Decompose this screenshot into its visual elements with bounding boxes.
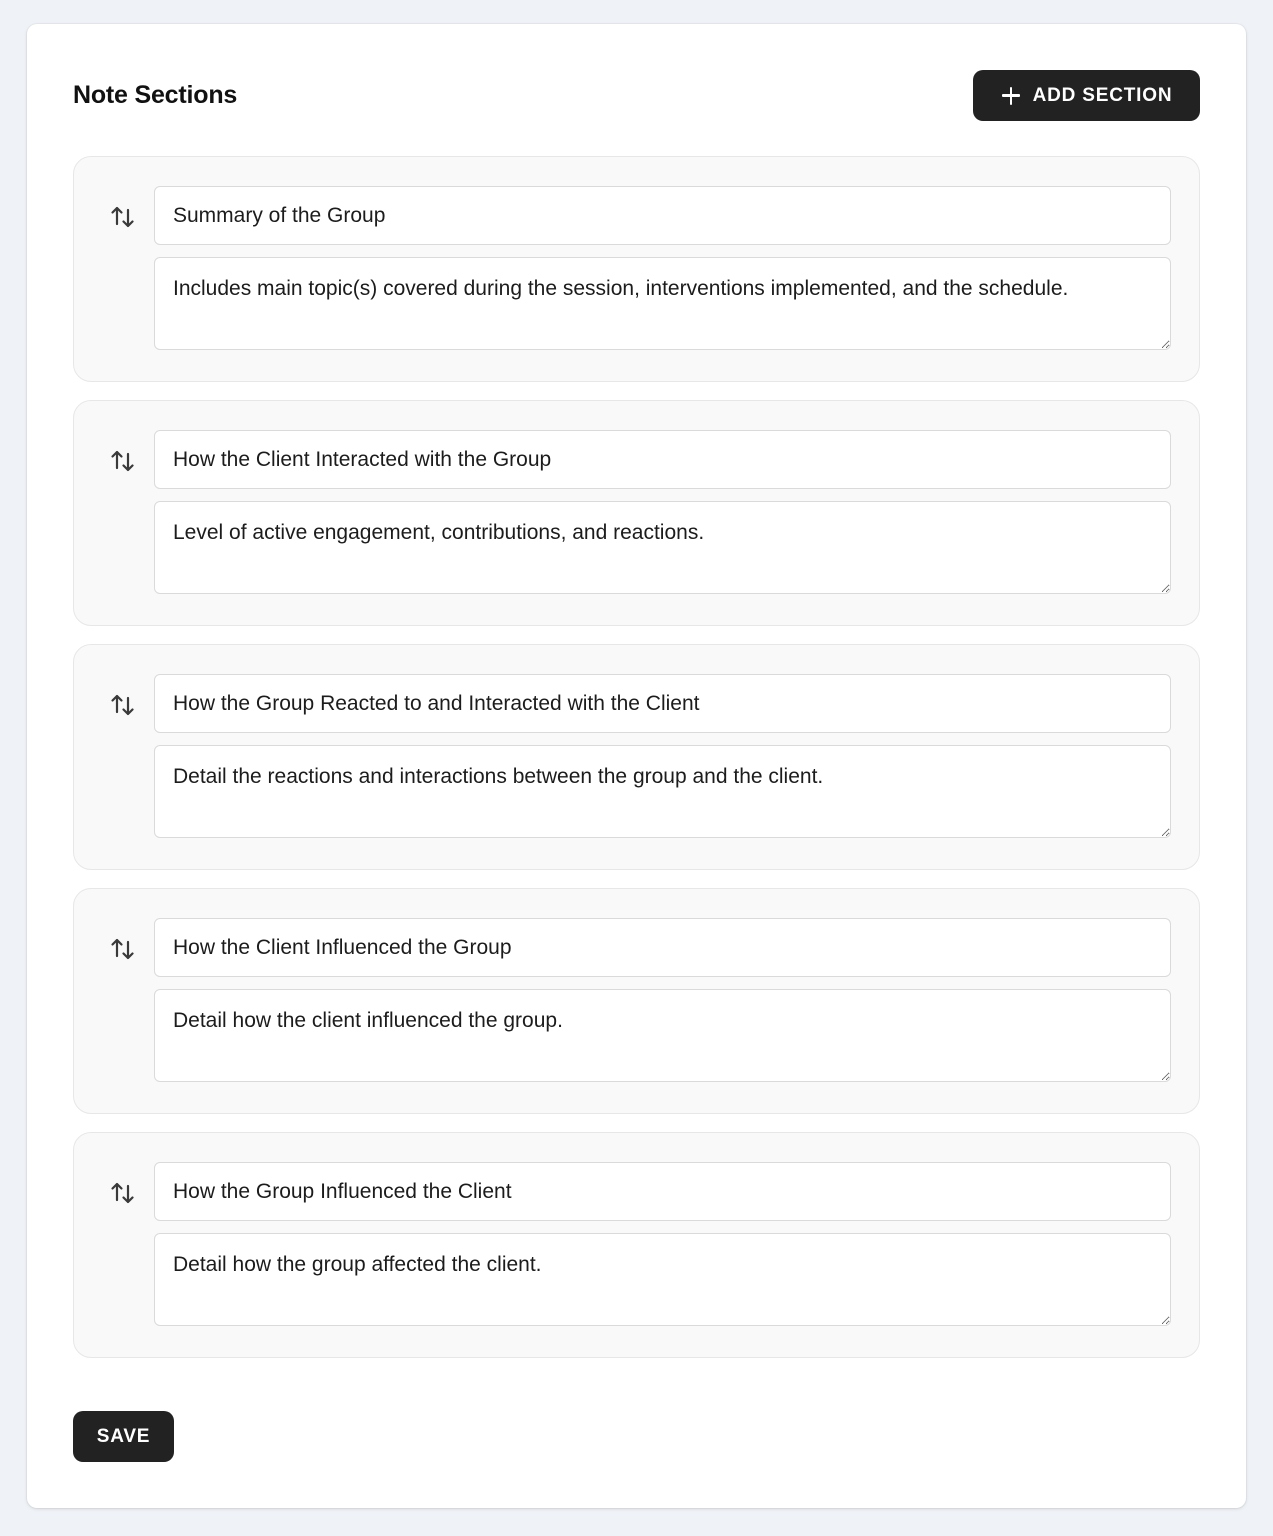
save-button[interactable]: SAVE (73, 1411, 174, 1462)
section-item (73, 400, 1200, 626)
section-title-input[interactable] (154, 430, 1171, 489)
sort-arrows-icon[interactable] (108, 1179, 138, 1207)
note-sections-card (27, 24, 1246, 1508)
add-section-button[interactable] (973, 70, 1200, 121)
section-item (73, 644, 1200, 870)
sort-arrows-icon[interactable] (108, 935, 138, 963)
section-item (73, 1132, 1200, 1358)
section-description-textarea[interactable] (154, 257, 1171, 350)
section-title-input[interactable] (154, 1162, 1171, 1221)
sort-arrows-icon[interactable] (108, 691, 138, 719)
section-item (73, 888, 1200, 1114)
plus-icon (1001, 86, 1021, 106)
page-title: Note Sections (73, 81, 238, 109)
section-description-textarea[interactable] (154, 989, 1171, 1082)
section-description-textarea[interactable] (154, 1233, 1171, 1326)
card-header (73, 70, 1200, 121)
add-section-label: ADD SECTION (1032, 84, 1173, 106)
section-description-textarea[interactable] (154, 501, 1171, 594)
section-title-input[interactable] (154, 918, 1171, 977)
section-item (73, 156, 1200, 382)
section-title-input[interactable] (154, 674, 1171, 733)
sections-list (73, 156, 1200, 1376)
sort-arrows-icon[interactable] (108, 203, 138, 231)
sort-arrows-icon[interactable] (108, 447, 138, 475)
section-title-input[interactable] (154, 186, 1171, 245)
section-description-textarea[interactable] (154, 745, 1171, 838)
